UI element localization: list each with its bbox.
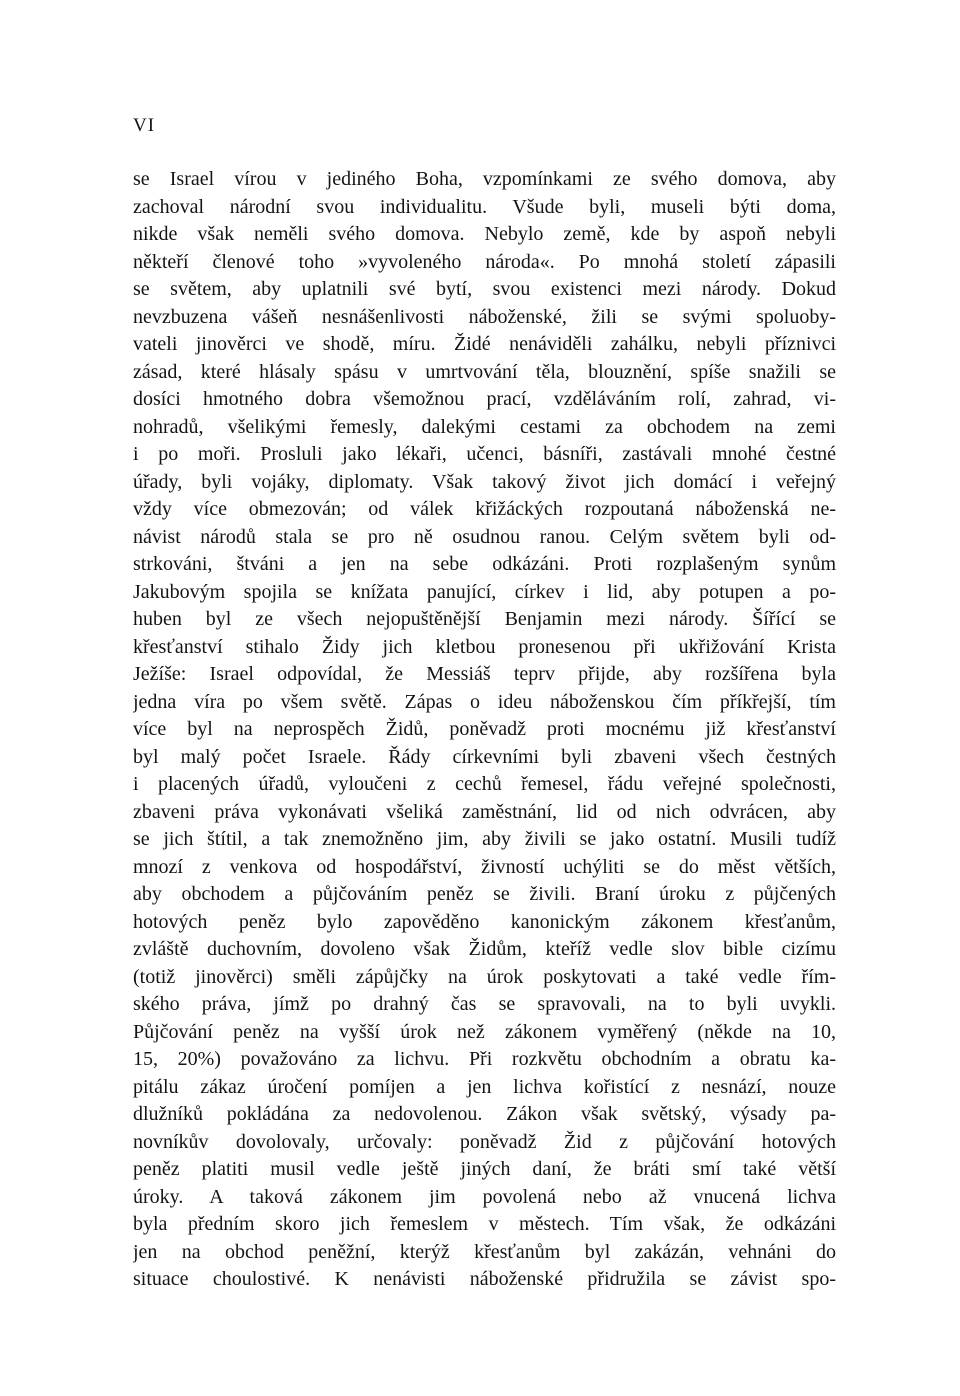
text-line: se Israel vírou v jediného Boha, vzpomínkami ze svého domova, aby bbox=[133, 168, 836, 190]
text-line: aby obchodem a půjčováním peněz se živili. Braní úroku z půjčených bbox=[133, 883, 836, 905]
text-line: (totiž jinověrci) směli zápůjčky na úrok poskytovati a také vedle řím- bbox=[133, 965, 836, 988]
text-line: dlužníků pokládána za nedovolenou. Zákon však světský, výsady pa- bbox=[133, 1103, 836, 1125]
text-line: 15, 20%) považováno za lichvu. Při rozkvětu obchodním a obratu ka- bbox=[133, 1048, 836, 1070]
body-text bbox=[133, 166, 836, 1294]
page-number: VI bbox=[133, 115, 156, 136]
text-line: vždy více obmezován; od válek křižáckých rozpoutaná náboženská ne- bbox=[133, 498, 836, 520]
text-line: Jakubovým spojila se knížata panující, církev i lid, aby potupen a po- bbox=[133, 580, 836, 603]
text-line: Ježíše: Israel odpovídal, že Messiáš teprv přijde, aby rozšířena byla bbox=[133, 663, 836, 685]
text-line: zvláště duchovním, dovoleno však Židům, kteříž vedle slov bible cizímu bbox=[133, 938, 836, 960]
text-line: Půjčování peněz na vyšší úrok než zákonem vyměřený (někde na 10, bbox=[133, 1020, 836, 1043]
text-line: situace choulostivé. K nenávisti náboženské přidružila se závist spo- bbox=[133, 1268, 836, 1290]
text-line: zbaveni práva vykonávati všeliká zaměstnání, lid od nich odvrácen, aby bbox=[133, 800, 836, 823]
text-line: dosíci hmotného dobra všemožnou prací, vzděláváním rolí, zahrad, vi- bbox=[133, 388, 836, 410]
text-line: úřady, byli vojáky, diplomaty. Však takový život jich domácí i veřejný bbox=[133, 470, 836, 493]
text-line: více byl na neprospěch Židů, poněvadž proti mocnému již křesťanství bbox=[133, 718, 836, 740]
text-line: návist národů stala se pro ně osudnou ranou. Celým světem byli od- bbox=[133, 525, 836, 548]
text-line: zásad, které hlásaly spásu v umrtvování těla, blouznění, spíše snažili se bbox=[133, 360, 836, 383]
text-line: nohradů, všelikými řemesly, dalekými cestami za obchodem na zemi bbox=[133, 415, 836, 438]
text-line: se jich štítil, a tak znemožněno jim, aby živili se jako ostatní. Musili tudíž bbox=[133, 828, 836, 850]
text-line: byla předním skoro jich řemeslem v městech. Tím však, že odkázáni bbox=[133, 1213, 836, 1235]
text-line: jen na obchod peněžní, kterýž křesťanům byl zakázán, vehnáni do bbox=[133, 1240, 836, 1263]
text-line: někteří členové toho »vyvoleného národa«. Po mnohá století zápasili bbox=[133, 250, 836, 273]
text-line: huben byl ze všech nejopuštěnější Benjamin mezi národy. Šířící se bbox=[133, 608, 836, 630]
text-line: zachoval národní svou individualitu. Všude byli, museli býti doma, bbox=[133, 195, 836, 218]
text-line: pitálu zákaz úročení pomíjen a jen lichva kořistící z nesnází, nouze bbox=[133, 1075, 836, 1098]
text-line: mnozí z venkova od hospodářství, živností uchýliti se do měst větších, bbox=[133, 855, 836, 878]
text-line: hotových peněz bylo zapověděno kanonickým zákonem křesťanům, bbox=[133, 910, 836, 933]
text-line: ského práva, jímž po drahný čas se spravovali, na to byli uvykli. bbox=[133, 993, 836, 1015]
text-line: úroky. A taková zákonem jim povolená nebo až vnucená lichva bbox=[133, 1185, 836, 1208]
text-line: peněz platiti musil vedle ještě jiných daní, že bráti smí také větší bbox=[133, 1158, 836, 1180]
text-line: vateli jinověrci ve shodě, míru. Židé nenáviděli zahálku, nebyli příznivci bbox=[133, 333, 836, 355]
text-line: se světem, aby uplatnili své bytí, svou existenci mezi národy. Dokud bbox=[133, 278, 836, 300]
text-line: strkováni, štváni a jen na sebe odkázáni. Proti rozplašeným synům bbox=[133, 553, 836, 575]
text-line: novníkův dovolovaly, určovaly: poněvadž Žid z půjčování hotových bbox=[133, 1130, 836, 1153]
text-line: křesťanství stihalo Židy jich kletbou pronesenou při ukřižování Krista bbox=[133, 635, 836, 658]
text-line: i po moři. Prosluli jako lékaři, učenci, básníři, zastávali mnohé čestné bbox=[133, 443, 836, 465]
text-line: byl malý počet Israele. Řády církevními byli zbaveni všech čestných bbox=[133, 745, 836, 768]
text-line: jedna víra po všem světě. Zápas o ideu náboženskou čím příkřejší, tím bbox=[133, 690, 836, 713]
text-line: nevzbuzena vášeň nesnášenlivosti náboženské, žili se svými spoluoby- bbox=[133, 305, 836, 328]
text-line: nikde však neměli svého domova. Nebylo země, kde by aspoň nebyli bbox=[133, 223, 836, 245]
text-line: i placených úřadů, vyloučeni z cechů řemesel, řádu veřejné společnosti, bbox=[133, 773, 836, 795]
